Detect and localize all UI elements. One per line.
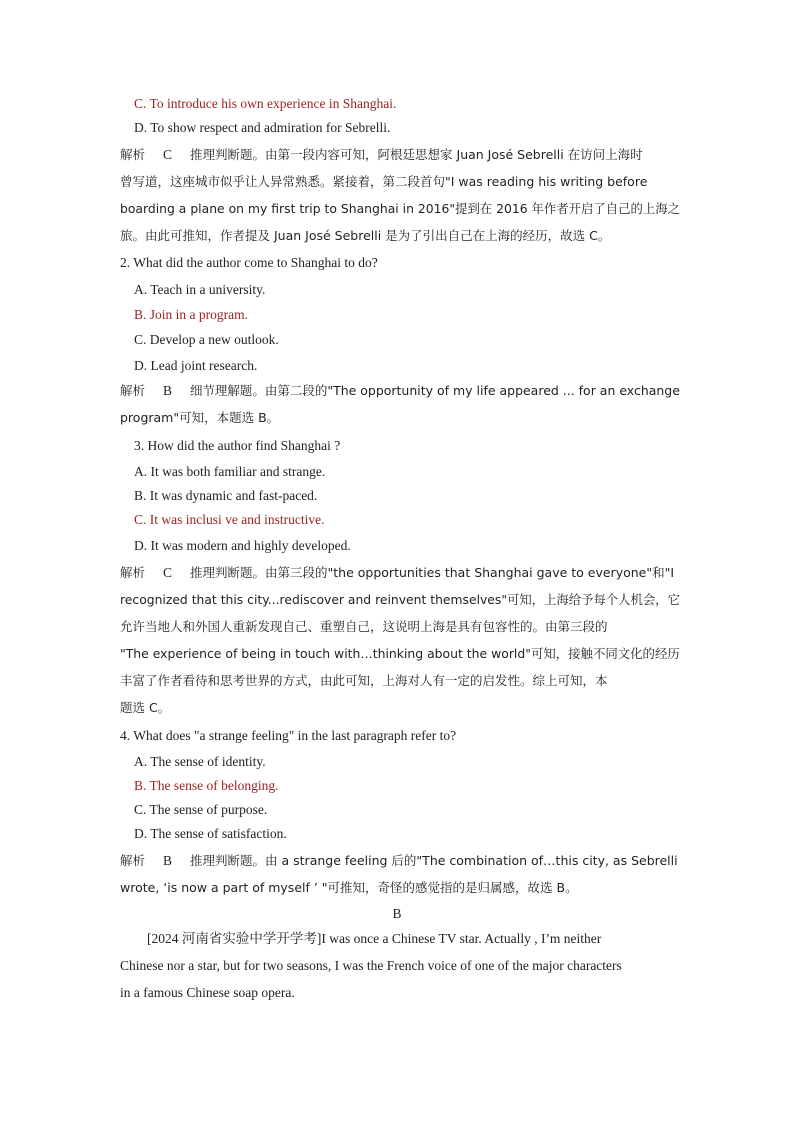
q3-question: 3. How did the author find Shanghai ?	[134, 438, 341, 453]
analysis-text: 推理判断题。由 a strange feeling 后的"The combination of…this city, as Sebrelli	[190, 853, 678, 868]
analysis-label: 解析	[120, 383, 145, 398]
analysis-text: 推理判断题。由第三段的"the opportunities that Shanghai gave to everyone"和"I	[190, 565, 675, 580]
analysis-answer: B	[163, 853, 173, 868]
q3-option-a: A. It was both familiar and strange.	[134, 464, 326, 479]
section-b-line-3: in a famous Chinese soap opera.	[120, 985, 295, 1000]
q3-analysis-line-4: "The experience of being in touch with…thinking about the world"可知，接触不同文化的经历	[120, 646, 680, 661]
q3-option-c: C. It was inclusi ve and instructive.	[134, 512, 325, 527]
section-b-line-1: [2024 河南省实验中学开学考]I was once a Chinese TV star. Actually , I’m neither	[147, 931, 602, 946]
analysis-label: 解析	[120, 147, 146, 162]
q3-option-b: B. It was dynamic and fast-paced.	[134, 488, 318, 503]
q4-option-a: A. The sense of identity.	[134, 754, 266, 769]
q1-analysis	[120, 145, 643, 165]
analysis-label: 解析	[120, 565, 146, 580]
q1-analysis-line-4: 旅。由此可推知，作者提及 Juan José Sebrelli 是为了引出自己在上海的经历，故选 C。	[120, 228, 611, 243]
q2-option-b: B. Join in a program.	[134, 307, 248, 322]
q3-analysis-line-6: 题选 C。	[120, 700, 171, 715]
q4-analysis-line-2: wrote, ‘is now a part of myself ’ "可推知，奇怪的感觉指的是归属感，故选 B。	[120, 880, 578, 895]
q2-option-d: D. Lead joint research.	[134, 358, 258, 373]
analysis-label: 解析	[120, 853, 146, 868]
q2-question: 2. What did the author come to Shanghai to do?	[120, 255, 378, 270]
analysis-answer: C	[163, 565, 173, 580]
q3-analysis-line-2: recognized that this city...rediscover and reinvent themselves"可知，上海给予每个人机会，它	[120, 592, 680, 607]
analysis-answer: C	[163, 147, 173, 162]
q3-option-d: D. It was modern and highly developed.	[134, 538, 351, 553]
q1-option-c: C. To introduce his own experience in Shanghai.	[134, 96, 397, 111]
q4-option-c: C. The sense of purpose.	[134, 802, 268, 817]
q4-analysis	[120, 851, 678, 871]
q1-analysis-line-2: 曾写道，这座城市似乎让人异常熟悉。紧接着，第二段首句"I was reading his writing before	[120, 174, 648, 189]
q3-analysis	[120, 563, 674, 583]
q4-option-d: D. The sense of satisfaction.	[134, 826, 287, 841]
q2-analysis	[120, 381, 680, 401]
section-b-heading: B	[392, 906, 402, 921]
q4-question: 4. What does "a strange feeling" in the last paragraph refer to?	[120, 728, 457, 743]
q4-option-b: B. The sense of belonging.	[134, 778, 279, 793]
q3-analysis-line-5: 丰富了作者看待和思考世界的方式，由此可知，上海对人有一定的启发性。综上可知，本	[120, 673, 608, 688]
q3-analysis-line-3: 允许当地人和外国人重新发现自己、重塑自己，这说明上海是具有包容性的。由第三段的	[120, 619, 608, 634]
section-b-line-2: Chinese nor a star, but for two seasons, I was the French voice of one of the major characters	[120, 958, 622, 973]
analysis-answer: B	[162, 383, 172, 398]
q2-option-c: C. Develop a new outlook.	[134, 332, 279, 347]
q1-option-d: D. To show respect and admiration for Sebrelli.	[134, 120, 391, 135]
q2-option-a: A. Teach in a university.	[134, 282, 266, 297]
q2-analysis-line-2: program"可知，本题选 B。	[120, 410, 280, 425]
analysis-text: 细节理解题。由第二段的"The opportunity of my life appeared ... for an exchange	[189, 383, 680, 398]
analysis-text: 推理判断题。由第一段内容可知，阿根廷思想家 Juan José Sebrelli 在访问上海时	[190, 147, 643, 162]
q1-analysis-line-3: boarding a plane on my first trip to Shanghai in 2016"提到在 2016 年作者开启了自己的上海之	[120, 201, 681, 216]
